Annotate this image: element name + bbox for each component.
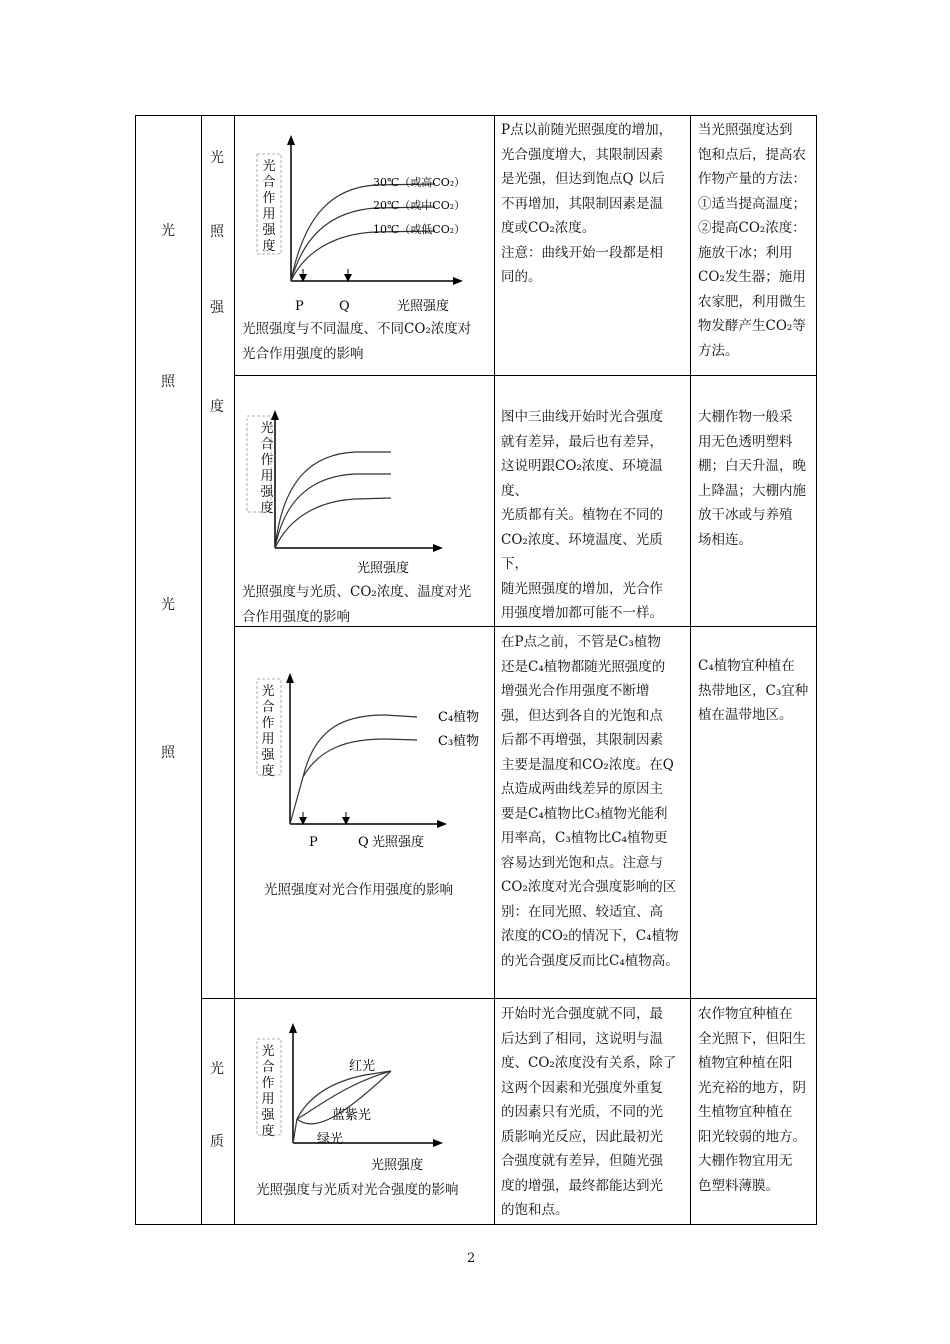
ylabel-char: 光 — [261, 684, 275, 699]
ylabel-char: 强 — [261, 748, 275, 763]
curve-c3 — [303, 739, 417, 777]
ylabel-char: 合 — [261, 1060, 275, 1075]
x-mark-p: P — [295, 299, 304, 314]
chart-caption: 光照强度与不同温度、不同CO₂浓度对 光合作用强度的影响 — [242, 321, 472, 362]
ylabel-char: 度 — [262, 239, 276, 254]
application-cell: C₄植物宜种植在 热带地区，C₃宜种 植在温带地区。 — [698, 658, 809, 723]
ylabel-char: 合 — [261, 700, 275, 715]
category-char: 照 — [161, 374, 175, 390]
ylabel-char: 光 — [262, 159, 276, 174]
ylabel-char: 作 — [262, 191, 276, 206]
curve-20c — [291, 207, 435, 281]
chart-c3-c4 — [235, 627, 493, 857]
chart-caption: 光照强度与光质、CO₂浓度、温度对光 合作用强度的影响 — [242, 584, 472, 625]
ylabel-char: 用 — [262, 207, 276, 222]
application-cell: 当光照强度达到 饱和点后，提高农 作物产量的方法： ①适当提高温度； ②提高CO₂浓度： 施放干冰；利用 CO₂发生器；施用 农家肥，利用微生 物发酵产生CO₂等 方法。 — [698, 122, 806, 359]
x-axis-label: 光照强度 — [397, 299, 450, 314]
x-axis-arrow — [453, 277, 463, 285]
ylabel-char: 光 — [260, 421, 274, 436]
x-mark-q: Q — [358, 835, 369, 850]
ylabel-char: 作 — [261, 716, 275, 731]
subcategory-char: 度 — [210, 399, 224, 415]
ylabel-char: 作 — [260, 453, 274, 468]
explanation-cell: 图中三曲线开始时光合强度 就有差异，最后也有差异， 这说明跟CO₂浓度、环境温度、 光质都有关。植物在不同的 CO₂浓度、环境温度、光质下， 随光照强度的增加，光合作 用强度增加都可能不一样。 — [501, 409, 663, 621]
x-mark-p: P — [309, 835, 318, 850]
ylabel-char: 强 — [260, 485, 274, 500]
curve-c4 — [290, 715, 417, 824]
x-axis-arrow — [433, 544, 443, 552]
subcategory-char: 强 — [210, 300, 224, 316]
chart-light-quality — [235, 999, 493, 1179]
subcategory-char: 质 — [210, 1134, 224, 1150]
curve-label-c3: C₃植物 — [438, 734, 480, 749]
x-mark-q: Q — [339, 299, 350, 314]
ylabel-char: 强 — [262, 223, 276, 238]
ylabel-char: 作 — [261, 1076, 275, 1091]
application-cell: 农作物宜种植在 全光照下，但阳生 植物宜种植在阳 光充裕的地方，阴 生植物宜种植在 阳光较弱的地方。 大棚作物宜用无 色塑料薄膜。 — [698, 1006, 806, 1194]
explanation-cell: 开始时光合强度就不同，最 后达到了相同，这说明与温 度、CO₂浓度没有关系，除了 这两个因素和光强度外重复 的因素只有光质，不同的光 质影响光反应，因此最初光 合强度就有差异，但随光强 度的增强，最终都能达到光 的饱和点。 — [501, 1006, 677, 1218]
x-axis-label: 光照强度 — [372, 835, 425, 850]
page-number: 2 — [467, 1251, 476, 1266]
explanation-cell: P点以前随光照强度的增加， 光合强度增大，其限制因素 是光强，但达到饱点Q 以后 不再增加，其限制因素是温 度或CO₂浓度。 注意：曲线开始一段都是相 同的。 — [501, 122, 673, 285]
curve-label-red: 红光 — [349, 1059, 376, 1074]
x-axis-arrow — [437, 820, 447, 828]
curve-middle — [275, 474, 391, 548]
y-axis-arrow — [286, 673, 294, 683]
chart-caption: 光照强度与光质对光合强度的影响 — [256, 1182, 459, 1198]
ylabel-char: 度 — [261, 764, 275, 779]
ylabel-char: 合 — [260, 437, 274, 452]
ylabel-char: 度 — [260, 501, 274, 516]
explanation-cell: 在P点之前，不管是C₃植物 还是C₄植物都随光照强度的 增强光合作用强度不断增 强，但达到各自的光饱和点 后都不再增强，其限制因素 主要是温度和CO₂浓度。在Q 点造成两曲线差异的原因主 要是C₄植物比C₃植物光能利 用率高，C₃植物比C₄植物更 容易达到光饱和点。注意与 CO₂浓度对光合强度影响的区 别：在同光照、较适宜、高 浓度的CO₂的情况下，C₄植物 的光合强度反而比C₄植物高。 — [501, 634, 679, 969]
application-cell: 大棚作物一般采 用无色透明塑料 棚；白天升温，晚 上降温；大棚内施 放干冰或与养殖 场相连。 — [698, 409, 806, 548]
curve-label: 10℃（或低CO₂） — [373, 223, 466, 236]
x-axis-arrow — [433, 1139, 443, 1147]
y-axis-arrow — [289, 1023, 297, 1033]
x-axis-label: 光照强度 — [371, 1158, 424, 1173]
subcategory-char: 照 — [210, 224, 224, 240]
ylabel-char: 度 — [261, 1124, 275, 1139]
x-axis-label: 光照强度 — [357, 561, 410, 576]
curve-10c — [291, 231, 435, 281]
ylabel-char: 合 — [262, 175, 276, 190]
category-char: 照 — [161, 745, 175, 761]
ylabel-char: 用 — [260, 469, 274, 484]
category-char: 光 — [161, 223, 175, 239]
curve-label-c4: C₄植物 — [438, 710, 480, 725]
curve-label-blue-violet: 蓝紫光 — [332, 1108, 372, 1123]
subcategory-char: 光 — [210, 150, 224, 166]
subcategory-char: 光 — [210, 1061, 224, 1077]
ylabel-char: 光 — [261, 1044, 275, 1059]
ylabel-char: 用 — [261, 732, 275, 747]
category-char: 光 — [161, 597, 175, 613]
ylabel-char: 用 — [261, 1092, 275, 1107]
curve-label: 30℃（或高CO₂） — [373, 176, 466, 189]
y-axis-arrow — [287, 135, 295, 145]
curve-label: 20℃（或中CO₂） — [373, 199, 466, 212]
chart-caption: 光照强度对光合作用强度的影响 — [264, 882, 453, 898]
curve-label-green: 绿光 — [317, 1132, 344, 1147]
chart-light-quality-co2-temp — [235, 376, 493, 586]
curve-top — [275, 452, 391, 548]
y-axis-arrow — [271, 410, 279, 420]
ylabel-char: 强 — [261, 1108, 275, 1123]
